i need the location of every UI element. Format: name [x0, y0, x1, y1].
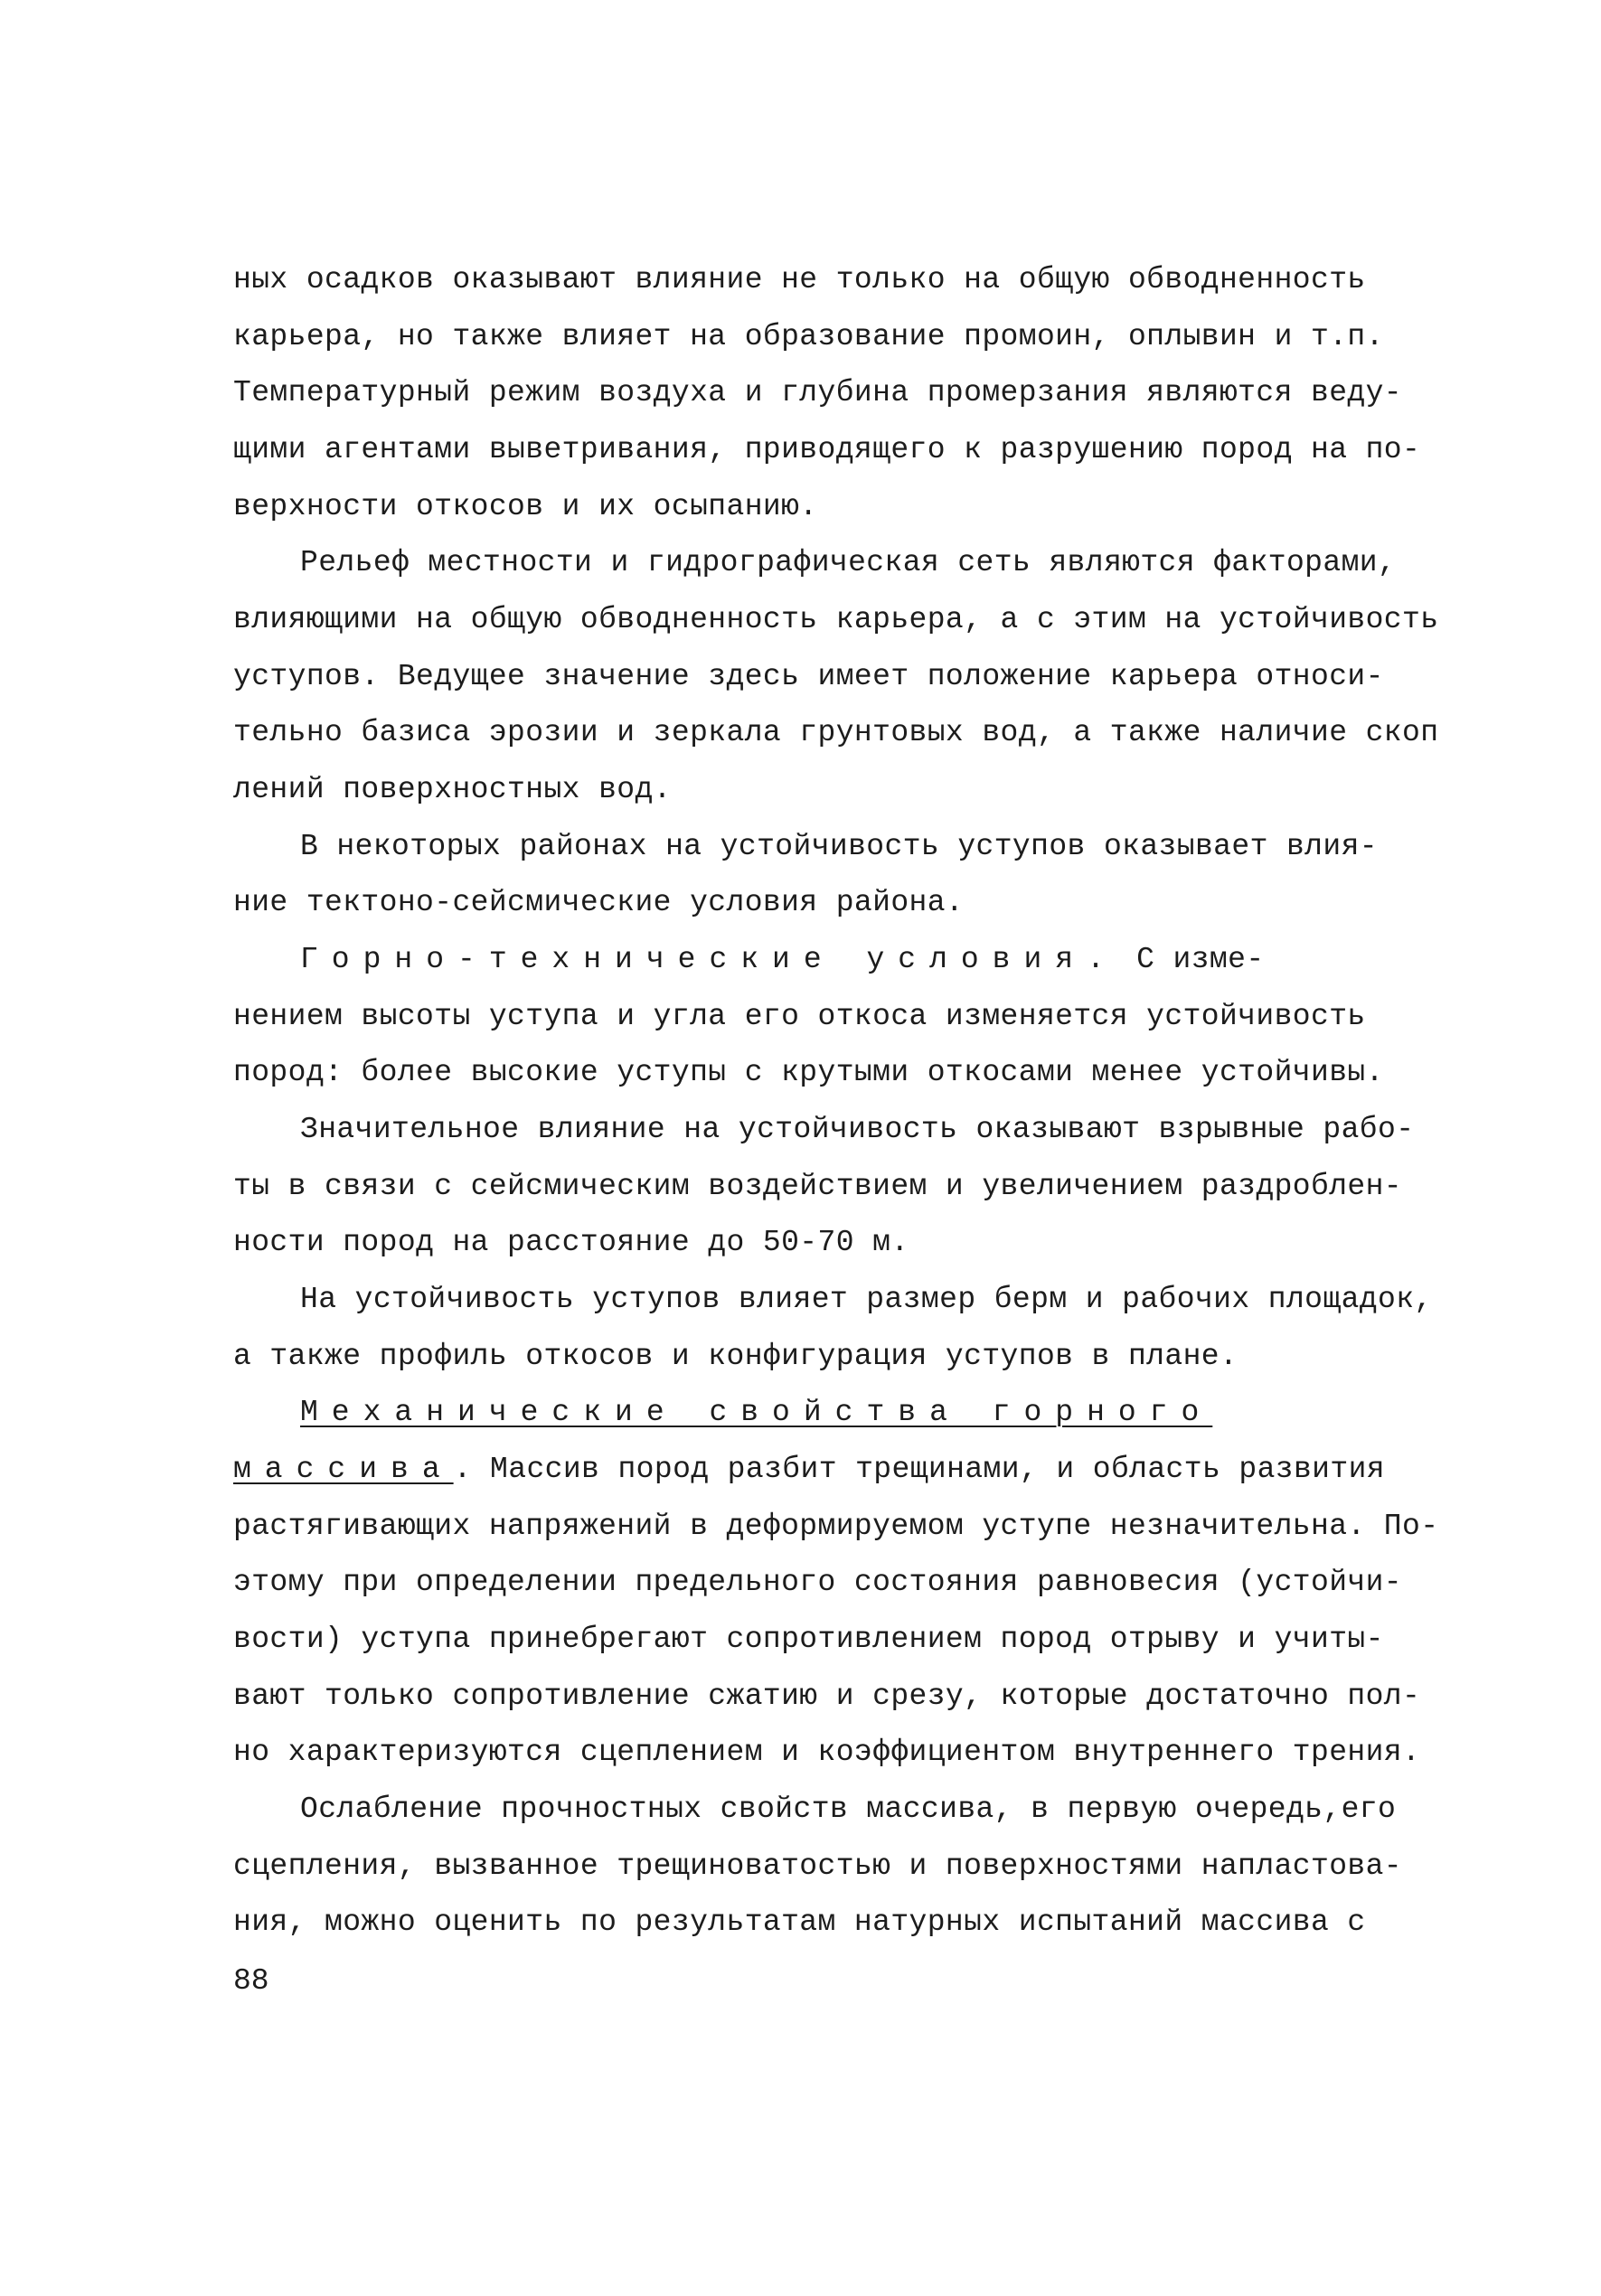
section-heading-massiva: массива	[233, 1453, 454, 1486]
text-line: карьера, но также влияет на образование промоин, оплывин и т.п.	[233, 320, 1384, 353]
text-line: вости) уступа принебрегают сопротивлением пород отрыву и учиты-	[233, 1623, 1384, 1656]
text-line: Значительное влияние на устойчивость оказывают взрывные рабо-	[300, 1113, 1415, 1146]
text-line: растягивающих напряжений в деформируемом уступе незначительна. По-	[233, 1510, 1439, 1543]
text-line: а также профиль откосов и конфигурация уступов в плане.	[233, 1340, 1238, 1373]
text-line: верхности откосов и их осыпанию.	[233, 490, 818, 523]
text-line: влияющими на общую обводненность карьера, а с этим на устойчивость	[233, 603, 1439, 636]
text-line: В некоторых районах на устойчивость уступов оказывает влия-	[300, 830, 1378, 863]
text-fragment: . Массив пород разбит трещинами, и область развития	[453, 1453, 1385, 1486]
section-heading-mekhanicheskie-svoistva: Механические свойства горного	[300, 1396, 1213, 1429]
text-line: Рельеф местности и гидрографическая сеть являются факторами,	[300, 546, 1397, 579]
section-heading-line	[233, 1452, 1385, 1488]
text-line: этому при определении предельного состояния равновесия (устойчи-	[233, 1566, 1403, 1599]
text-line: ты в связи с сейсмическим воздействием и увеличением раздроблен-	[233, 1170, 1403, 1203]
text-line: ности пород на расстояние до 50-70 м.	[233, 1226, 909, 1259]
text-line: нением высоты уступа и угла его откоса изменяется устойчивость	[233, 1000, 1366, 1033]
text-line: уступов. Ведущее значение здесь имеет положение карьера относи-	[233, 660, 1384, 693]
text-line: На устойчивость уступов влияет размер берм и рабочих площадок,	[300, 1283, 1433, 1316]
page-number: 88	[233, 1964, 269, 1998]
text-line: пород: более высокие уступы с крутыми откосами менее устойчивы.	[233, 1056, 1384, 1089]
text-line: щими агентами выветривания, приводящего к разрушению пород на по-	[233, 433, 1421, 466]
text-line: ние тектоно-сейсмические условия района.	[233, 886, 965, 919]
text-line: ния, можно оценить по результатам натурных испытаний массива с	[233, 1905, 1366, 1939]
text-line: ных осадков оказывают влияние не только на общую обводненность	[233, 263, 1366, 296]
text-line: вают только сопротивление сжатию и срезу, которые достаточно пол-	[233, 1680, 1421, 1713]
text-fragment: С изме-	[1117, 943, 1265, 976]
text-line: тельно базиса эрозии и зеркала грунтовых вод, а также наличие скоп	[233, 716, 1439, 749]
section-heading-gorno-tekhnicheskie: Горно-технические условия.	[300, 943, 1118, 976]
section-heading-line	[300, 1395, 1212, 1431]
text-line: Температурный режим воздуха и глубина промерзания являются веду-	[233, 376, 1403, 409]
text-line: сцепления, вызванное трещиноватостью и поверхностями напластова-	[233, 1849, 1403, 1883]
text-line: но характеризуются сцеплением и коэффициентом внутреннего трения.	[233, 1736, 1421, 1769]
section-heading-line	[300, 942, 1265, 978]
text-line: Ослабление прочностных свойств массива, в первую очередь,его	[300, 1793, 1397, 1826]
text-line: лений поверхностных вод.	[233, 773, 672, 806]
